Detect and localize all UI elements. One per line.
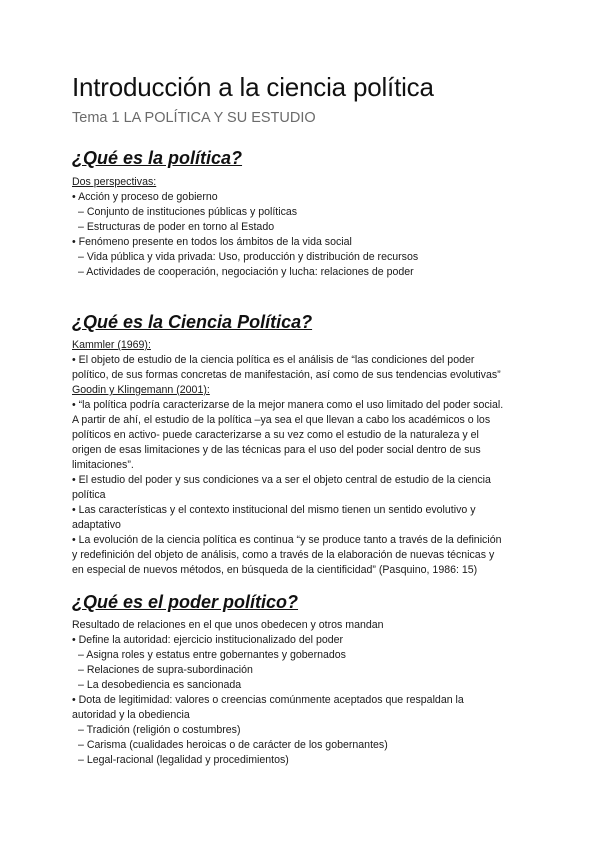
text-line: limitaciones”. xyxy=(72,459,134,471)
text-line: autoridad y la obediencia xyxy=(72,709,190,721)
text-line: • Dota de legitimidad: valores o creencias comúnmente aceptados que respaldan la xyxy=(72,694,464,706)
document-title: Introducción a la ciencia política xyxy=(72,72,434,102)
text-line: Dos perspectivas: xyxy=(72,176,157,188)
text-line: política xyxy=(72,489,106,501)
text-line: – Actividades de cooperación, negociación y lucha: relaciones de poder xyxy=(78,266,414,278)
text-line: políticos en activo- puede caracterizarse a su vez como el estudio de la naturaleza y el xyxy=(72,429,479,441)
text-line: y redefinición del objeto de análisis, como a través de la elaboración de nuevas técnicas y xyxy=(72,549,495,561)
text-line: • “la política podría caracterizarse de la mejor manera como el uso limitado del poder social. xyxy=(72,399,504,411)
section-heading-poder-politico: ¿Qué es el poder político? xyxy=(72,592,299,612)
text-line: Resultado de relaciones en el que unos obedecen y otros mandan xyxy=(72,619,384,631)
text-line: – La desobediencia es sancionada xyxy=(78,679,242,691)
text-line: – Estructuras de poder en torno al Estado xyxy=(78,221,275,233)
text-line: en especial de nuevos métodos, en búsqueda de la cientificidad” (Pasquino, 1986: 15) xyxy=(72,564,478,576)
text-line: – Carisma (cualidades heroicas o de carácter de los gobernantes) xyxy=(78,739,388,751)
section-body-poder-politico xyxy=(72,618,532,768)
text-line: – Conjunto de instituciones públicas y políticas xyxy=(78,206,298,218)
document-subtitle: Tema 1 LA POLÍTICA Y SU ESTUDIO xyxy=(72,110,316,126)
text-line: adaptativo xyxy=(72,519,121,531)
section-body-politica xyxy=(72,175,532,280)
text-line: • Define la autoridad: ejercicio institucionalizado del poder xyxy=(72,634,344,646)
text-line: Kammler (1969): xyxy=(72,339,151,351)
text-line: • Fenómeno presente en todos los ámbitos de la vida social xyxy=(72,236,352,248)
text-line: • Acción y proceso de gobierno xyxy=(72,191,218,203)
text-line: • El objeto de estudio de la ciencia política es el análisis de “las condiciones del poder xyxy=(72,354,475,366)
section-heading-ciencia-politica: ¿Qué es la Ciencia Política? xyxy=(72,312,313,332)
text-line: – Legal-racional (legalidad y procedimientos) xyxy=(78,754,289,766)
text-line: – Vida pública y vida privada: Uso, producción y distribución de recursos xyxy=(78,251,419,263)
text-line: – Asigna roles y estatus entre gobernantes y gobernados xyxy=(78,649,346,661)
text-line: político, de sus formas concretas de manifestación, así como de sus tendencias evolutivas” xyxy=(72,369,501,381)
text-line: • La evolución de la ciencia política es continua “y se produce tanto a través de la definición xyxy=(72,534,502,546)
text-line: – Relaciones de supra-subordinación xyxy=(78,664,253,676)
section-body-ciencia-politica xyxy=(72,338,532,578)
text-line: A partir de ahí, el estudio de la política –ya sea el que llevan a cabo los académicos o los xyxy=(72,414,491,426)
section-heading-politica: ¿Qué es la política? xyxy=(72,148,243,168)
text-line: • Las características y el contexto institucional del mismo tienen un sentido evolutivo y xyxy=(72,504,476,516)
text-line: Goodin y Klingemann (2001): xyxy=(72,384,210,396)
text-line: origen de esas limitaciones y de las técnicas para el uso del poder social dentro de sus xyxy=(72,444,481,456)
text-line: • El estudio del poder y sus condiciones va a ser el objeto central de estudio de la ciencia xyxy=(72,474,491,486)
text-line: – Tradición (religión o costumbres) xyxy=(78,724,241,736)
